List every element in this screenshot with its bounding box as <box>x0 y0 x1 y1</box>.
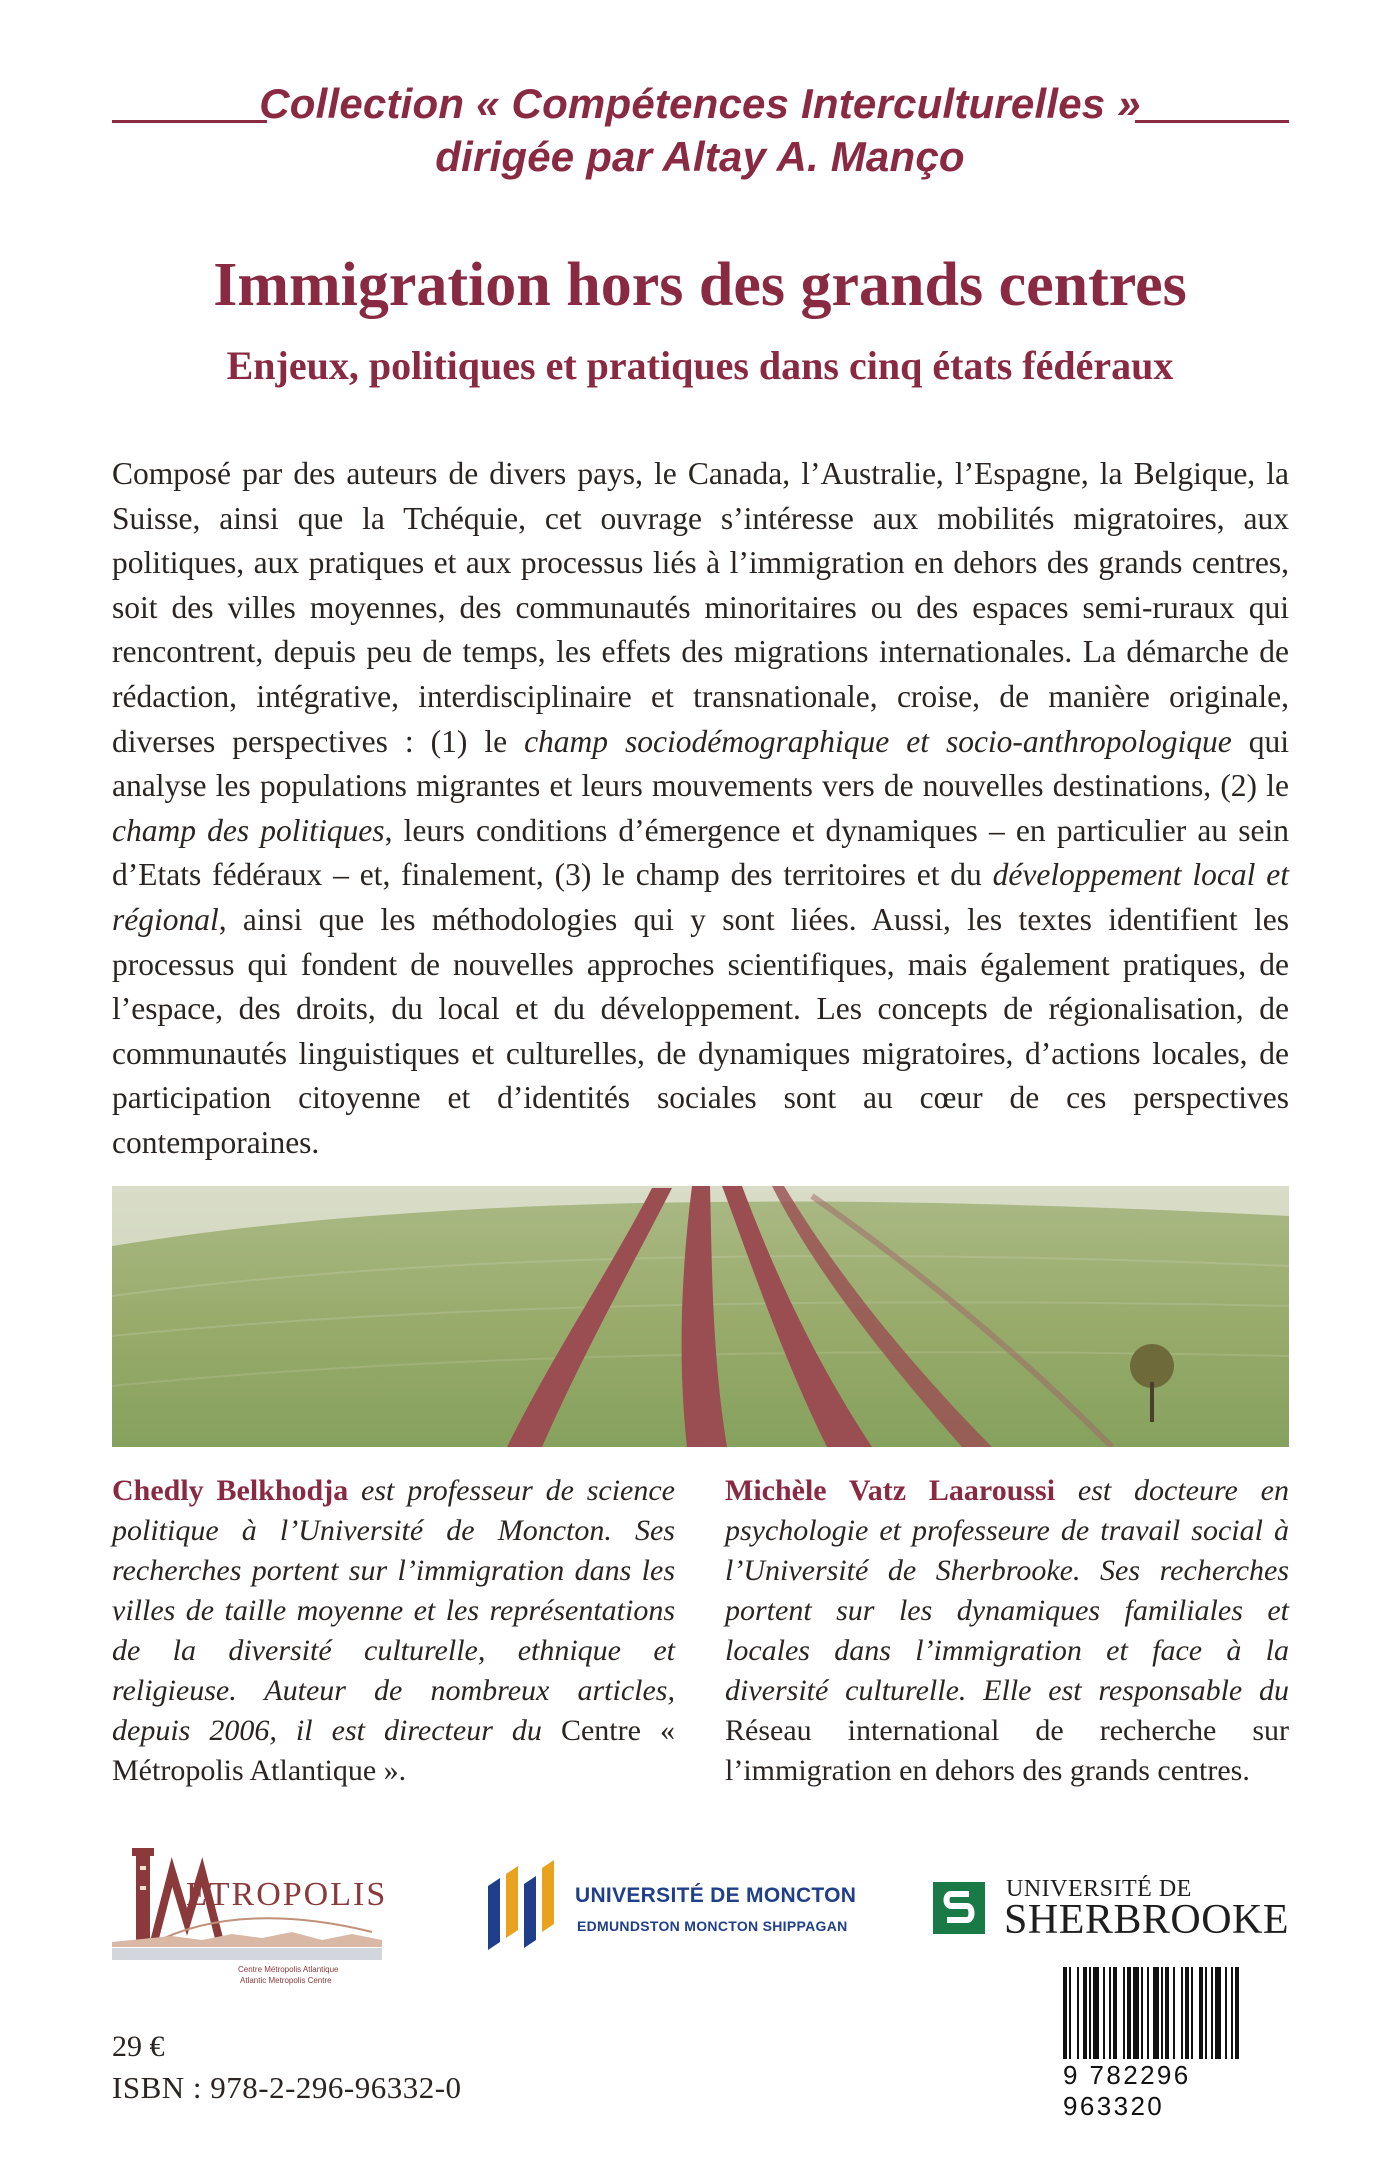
barcode-bar <box>1069 1967 1071 2059</box>
barcode-bar <box>1165 1967 1169 2059</box>
barcode-digits: 9 782296 963320 <box>1063 2060 1191 2121</box>
barcode-bars <box>1063 1967 1289 2059</box>
summary-text-2: qui analyse les populations migrantes et leurs mouvements vers de nouvelles destinations, (2) le <box>112 723 1290 804</box>
barcode-bar <box>1109 1967 1111 2059</box>
barcode-bar <box>1103 1967 1105 2059</box>
barcode-bar <box>1113 1967 1117 2059</box>
barcode-bar <box>1181 1967 1183 2059</box>
moncton-logo-campuses: EDMUNDSTON MONCTON SHIPPAGAN <box>577 1918 848 1934</box>
author-name-vatz-laaroussi: Michèle Vatz Laaroussi <box>725 1474 1056 1507</box>
barcode-bar <box>1235 1967 1239 2059</box>
barcode-bar <box>1199 1967 1203 2059</box>
field-landscape-image <box>112 1186 1289 1447</box>
summary-paragraph <box>112 452 1289 1166</box>
barcode-bar <box>1133 1967 1139 2059</box>
barcode-bar <box>1093 1967 1099 2059</box>
barcode-bar <box>1231 1967 1233 2059</box>
moncton-logo-mark <box>480 1860 565 1950</box>
barcode-bar <box>1083 1967 1087 2059</box>
barcode-bar <box>1127 1967 1131 2059</box>
price: 29 € <box>112 2030 165 2063</box>
barcode-bar <box>1225 1967 1227 2059</box>
collection-line-2: dirigée par Altay A. Manço <box>435 133 965 180</box>
field-landscape-photo <box>112 1186 1289 1447</box>
author-text-vatz-laaroussi: est docteure en psychologie et professeure de travail social à l’Université de Sherbrooke. Ses recherches portent sur les dynamiques familiales et locales dans l’immigration et face à la diversité culturelle. Elle est responsable du <box>725 1474 1289 1707</box>
author-name-belkhodja: Chedly Belkhodja <box>112 1474 349 1507</box>
book-title: Immigration hors des grands centres <box>213 251 1187 319</box>
author-network-vatz-laaroussi: Réseau international de recherche sur l’immigration en dehors des grands centres. <box>725 1714 1289 1787</box>
barcode-bar <box>1173 1967 1175 2059</box>
sherbrooke-logo-name: SHERBROOKE <box>1004 1897 1290 1943</box>
barcode-bar <box>1205 1967 1207 2059</box>
author-bio-vatz-laaroussi <box>725 1471 1289 1791</box>
barcode-bar <box>1063 1967 1067 2059</box>
barcode-bar <box>1147 1967 1149 2059</box>
summary-text-1: Composé par des auteurs de divers pays, le Canada, l’Australie, l’Espagne, la Belgique, la Suisse, ainsi que la Tchéquie, cet ouvrage s’intéresse aux mobilités migratoires, aux politiques, aux pratiques et aux processus liés à l’immigration en dehors des grands centres, soit des villes moyennes, des communautés minoritaires ou des espaces semi-ruraux qui rencontrent, depuis peu de temps, les effets des migrations internationales. La démarche de rédaction, intégrative, interdisciplinaire et transnationale, croise, de manière originale, diverses perspectives : (1) le <box>112 456 1289 759</box>
book-subtitle: Enjeux, politiques et pratiques dans cinq états fédéraux <box>226 343 1174 388</box>
barcode-bar <box>1077 1967 1079 2059</box>
barcode-bar <box>1141 1967 1143 2059</box>
sherbrooke-logo-mark <box>933 1882 985 1934</box>
summary-italic-3: développement local et régional <box>112 857 1289 937</box>
sherbrooke-logo-top: UNIVERSITÉ DE <box>1006 1876 1192 1902</box>
author-centre-belkhodja: Centre « Métropolis Atlantique ». <box>112 1714 675 1787</box>
author-text-belkhodja: est professeur de science politique à l’Université de Moncton. Ses recherches portent sur l’immigration dans les villes de taille moyenne et les représentations de la diversité culturelle, ethnique et religieuse. Auteur de nombreux articles, depuis 2006, il est directeur du <box>112 1474 675 1747</box>
barcode-bar <box>1161 1967 1163 2059</box>
barcode-bar <box>1211 1967 1213 2059</box>
metropolis-logo-caption-en: Atlantic Metropolis Centre <box>240 1976 332 1985</box>
metropolis-logo-word: ETROPOLIS <box>186 1876 388 1913</box>
summary-text-4: , ainsi que les méthodologies qui y sont liées. Aussi, les textes identifient les processus qui fondent de nouvelles approches scientifiques, mais également pratiques, de l’espace, des droits, du local et du développement. Les concepts de régionalisation, de communautés linguistiques et culturelles, de dynamiques migratoires, d’actions locales, de participation citoyenne et d’identités sociales sont au cœur de ces perspectives contemporaines. <box>112 901 1289 1160</box>
collection-line-1: Collection « Compétences Interculturelles » <box>259 80 1141 127</box>
barcode-bar <box>1089 1967 1091 2059</box>
barcode-bar <box>1123 1967 1125 2059</box>
summary-text-3: , leurs conditions d’émergence et dynamiques – en particulier au sein d’Etats fédéraux – et, finalement, (3) le champ des territoires et du <box>112 812 1290 893</box>
author-bio-belkhodja <box>112 1471 675 1791</box>
barcode-bar <box>1215 1967 1221 2059</box>
barcode-bar <box>1153 1967 1159 2059</box>
moncton-logo-name: UNIVERSITÉ DE MONCTON <box>575 1884 857 1907</box>
metropolis-logo-caption-fr: Centre Métropolis Atlantique <box>238 1965 339 1974</box>
barcode-bar <box>1185 1967 1189 2059</box>
summary-italic-1: champ sociodémographique et socio-anthropologique <box>524 723 1232 759</box>
barcode-bar <box>1191 1967 1193 2059</box>
summary-italic-2: champ des politiques <box>112 812 385 848</box>
isbn: ISBN : 978-2-296-96332-0 <box>112 2070 462 2105</box>
